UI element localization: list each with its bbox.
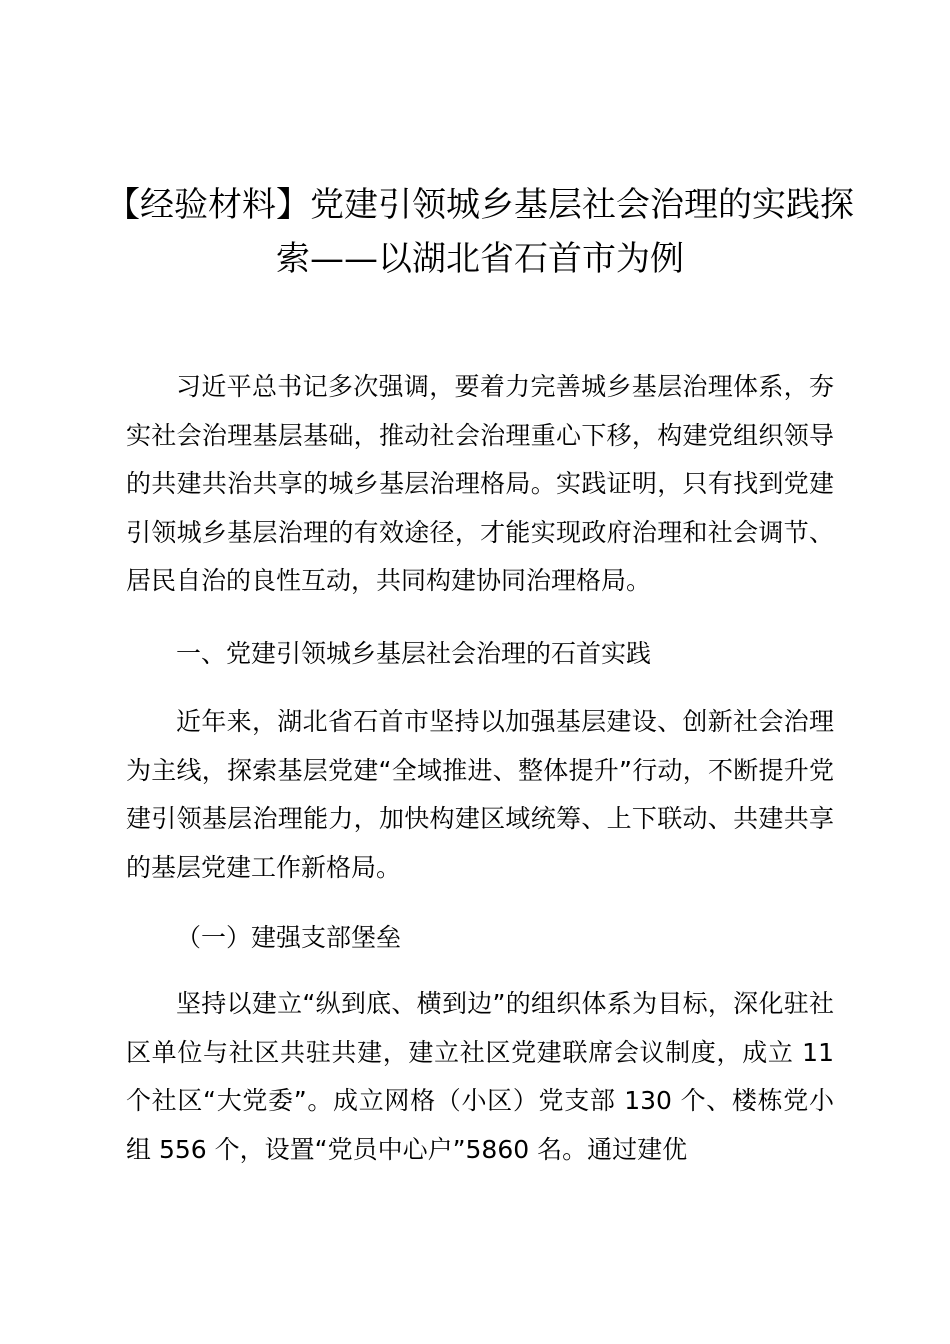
subsection-1-paragraph: 坚持以建立“纵到底、横到边”的组织体系为目标，深化驻社区单位与社区共驻共建，建立社区党建联席会议制度，成立 11 个社区“大党委”。成立网格（小区）党支部 130 个、楼栋党小组 556 个，设置“党员中心户”5860 名。通过建优 <box>126 989 834 1164</box>
document-title: 【经验材料】党建引领城乡基层社会治理的实践探索——以湖北省石首市为例 <box>106 185 854 279</box>
section-1-paragraph: 近年来，湖北省石首市坚持以加强基层建设、创新社会治理为主线，探索基层党建“全域推进、整体提升”行动，不断提升党建引领基层治理能力，加快构建区域统筹、上下联动、共建共享的基层党建工作新格局。 <box>126 707 834 882</box>
subsection-1-heading: （一）建强支部堡垒 <box>176 923 402 952</box>
intro-paragraph: 习近平总书记多次强调，要着力完善城乡基层治理体系，夯实社会治理基层基础，推动社会治理重心下移，构建党组织领导的共建共治共享的城乡基层治理格局。实践证明，只有找到党建引领城乡基层治理的有效途径，才能实现政府治理和社会调节、居民自治的良性互动，共同构建协同治理格局。 <box>126 372 834 595</box>
section-1-heading: 一、党建引领城乡基层社会治理的石首实践 <box>176 639 652 668</box>
